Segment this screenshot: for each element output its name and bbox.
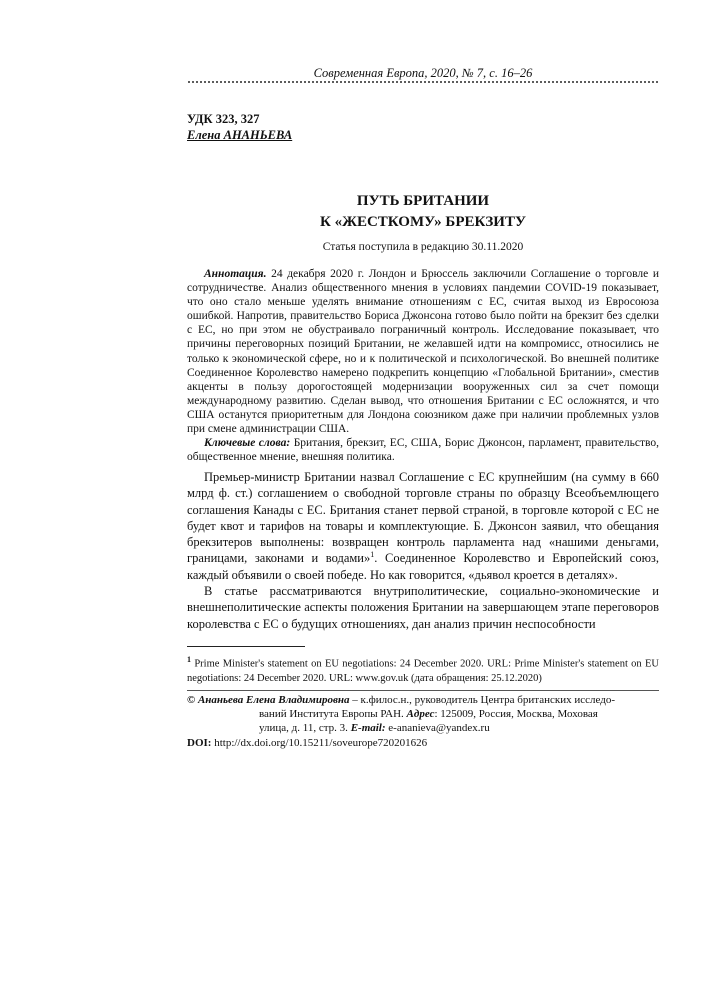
udk-code: УДК 323, 327	[187, 112, 260, 126]
footnote-text: Prime Minister's statement on EU negotiations: 24 December 2020. URL: Prime Minister's statement on EU negotiations: 24 December 2020. URL: www.gov.uk (дата обращения: 25.12.2020)	[187, 658, 659, 684]
journal-header: Современная Европа, 2020, № 7, с. 16–26	[313, 66, 533, 80]
article-body	[187, 469, 659, 632]
author-position: – к.филос.н., руководитель Центра британских исследо-	[349, 694, 615, 706]
author-info-line-3	[187, 721, 659, 735]
abstract	[187, 267, 659, 464]
author-full-name: © Ананьева Елена Владимировна	[187, 694, 350, 706]
header-dotted-divider	[187, 80, 659, 84]
email-label: E-mail:	[350, 722, 386, 734]
abstract-text: 24 декабря 2020 г. Лондон и Брюссель заключили Соглашение о торговле и сотрудничестве. Анализ общественного мнения в условиях пандемии COVID-19 показывает, что оно стало меньше уделять внимание отношениям с ЕС, считая выход из Евросоюза ошибкой. Напротив, правительство Бориса Джонсона готово было пойти на брекзит без сделки с ЕС, но при этом не обустраивало пограничный контроль. Исследование показывает, что причины переговорных позиций Британии, не желавшей идти на компромисс, относились не только к экономической сфере, но и к политической и психологической. Во внешней политике Соединенное Королевство намерено подкрепить концепцию «Глобальной Британии», сместив акценты в пользу дорогостоящей модернизации вооруженных сил за счет помощи международному развитию. Сделан вывод, что отношения Британии с ЕС осложнятся, и что США останутся приоритетным для Лондона союзником даже при наличии проблемных узлов при смене администрации США.	[187, 268, 659, 436]
keywords-paragraph	[187, 436, 659, 464]
author-info-divider	[187, 690, 659, 691]
body-text: . Соединенное Королевство и Европейский союз, каждый объявили о своей победе. Но как говорится, «дьявол кроется в деталях».	[187, 551, 659, 582]
footnote	[187, 653, 659, 686]
email-link[interactable]: e-ananieva@yandex.ru	[385, 722, 490, 734]
footnote-ref[interactable]: 1	[370, 550, 375, 560]
title-line-2: К «ЖЕСТКОМУ» БРЕКЗИТУ	[319, 214, 526, 230]
address-text: : 125009, Россия, Москва, Моховая	[434, 708, 598, 720]
author-info	[187, 693, 659, 735]
author-name: Елена АНАНЬЕВА	[187, 128, 293, 142]
abstract-label: Аннотация.	[204, 268, 267, 280]
address-street: улица, д. 11, стр. 3.	[259, 722, 351, 734]
article-title	[187, 191, 659, 233]
received-date: Статья поступила в редакцию 30.11.2020	[322, 241, 524, 253]
keywords-label: Ключевые слова:	[204, 437, 291, 450]
author-info-line-2	[187, 707, 659, 721]
abstract-paragraph	[187, 267, 659, 436]
doi-link[interactable]: http://dx.doi.org/10.15211/soveurope720201626	[211, 737, 428, 749]
keywords-text: Британия, брекзит, ЕС, США, Борис Джонсон, парламент, правительство, общественное мнение, внешняя политика.	[187, 437, 660, 464]
author-info-line-1	[187, 693, 659, 707]
body-text: Премьер-министр Британии назвал Соглашение с ЕС крупнейшим (на сумму в 660 млрд ф. ст.) соглашением о свободной торговле страны по образцу Всеобъемлющего соглашения Канады с ЕС. Британия станет первой страной, в торговле которой с ЕС не будет квот и тарифов на товары и комплектующие. Б. Джонсон заявил, что обещания брекзитеров выполнены: возвращен контроль парламента над «нашими деньгами, границами, законами и водами»	[187, 470, 659, 566]
footnote-marker: 1	[187, 655, 191, 664]
address-label: Адрес	[406, 708, 435, 720]
body-paragraph-2: В статье рассматриваются внутриполитические, социально-экономические и внешнеполитические аспекты положения Британии на завершающем этапе переговоров королевства с ЕС о будущих отношениях, дан анализ причин неспособности	[187, 584, 659, 631]
title-line-1: ПУТЬ БРИТАНИИ	[356, 193, 490, 209]
doi-label: DOI:	[187, 737, 212, 749]
doi	[187, 737, 427, 749]
footnote-divider	[187, 646, 305, 647]
author-institute: ваний Института Европы РАН.	[259, 708, 407, 720]
body-paragraph-1	[187, 469, 659, 583]
